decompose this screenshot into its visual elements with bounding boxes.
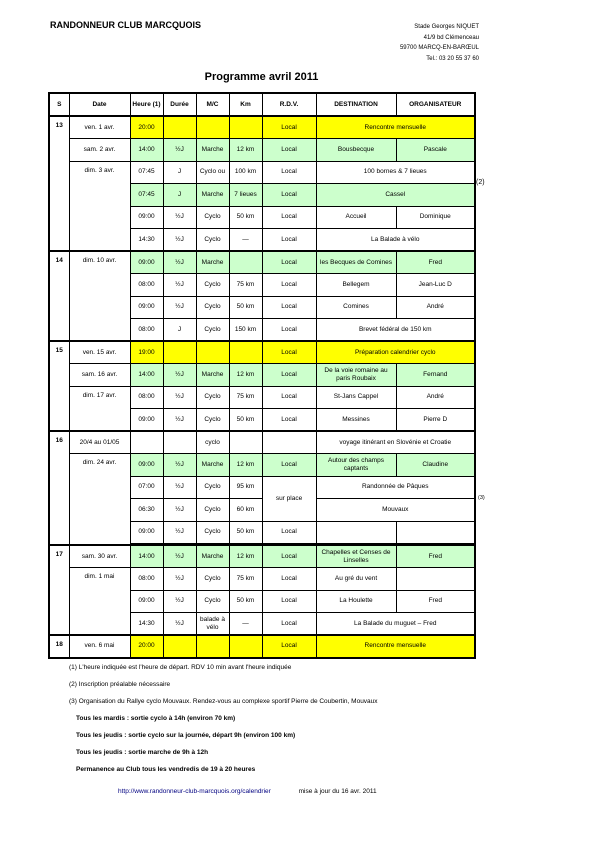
cell-organisateur: Fred: [396, 590, 475, 613]
cell-duree: ½J: [163, 364, 196, 387]
cell-organisateur: [396, 568, 475, 591]
cell-duree: [163, 431, 196, 454]
table-row: [49, 116, 475, 139]
cell-rdv: Local: [262, 341, 316, 364]
cell-km: 50 km: [229, 521, 262, 544]
cell-rdv: sur place: [262, 476, 316, 521]
club-name: RANDONNEUR CLUB MARCQUOIS: [50, 20, 201, 30]
cell-duree: ½J: [163, 521, 196, 544]
cell-duree: ½J: [163, 296, 196, 319]
cell-mc: Cyclo: [196, 590, 229, 613]
table-row: [49, 431, 475, 454]
cell-heure: 14:00: [130, 364, 163, 387]
cell-mc: Cyclo: [196, 386, 229, 409]
cell-rdv: Local: [262, 613, 316, 636]
page-title: Programme avril 2011: [204, 71, 319, 83]
week-number: 14: [49, 251, 69, 341]
cell-organisateur: Claudine: [396, 454, 475, 477]
cell-duree: ½J: [163, 251, 196, 274]
week-number: 17: [49, 545, 69, 635]
cell-organisateur: Fred: [396, 251, 475, 274]
cell-heure: 09:00: [130, 409, 163, 432]
cell-date: sam. 2 avr.: [69, 139, 130, 162]
column-header: Km: [229, 93, 262, 116]
cell-destination: Rencontre mensuelle: [316, 635, 475, 658]
cell-rdv: Local: [262, 139, 316, 162]
address-line: Stade Georges NIQUET: [414, 24, 479, 30]
cell-rdv: Local: [262, 545, 316, 568]
cell-mc: Cyclo: [196, 409, 229, 432]
cell-mc: Marche: [196, 545, 229, 568]
column-header: Durée: [163, 93, 196, 116]
cell-km: 50 km: [229, 206, 262, 229]
cell-mc: cyclo: [196, 431, 229, 454]
cell-mc: Marche: [196, 454, 229, 477]
cell-destination: Randonnée de Pâques: [316, 476, 475, 499]
cell-km: —: [229, 229, 262, 252]
cell-duree: J: [163, 161, 196, 184]
column-header: ORGANISATEUR: [396, 93, 475, 116]
cell-destination: Messines: [316, 409, 396, 432]
cell-km: [229, 431, 262, 454]
cell-rdv: Local: [262, 229, 316, 252]
cell-destination: Brevet fédéral de 150 km: [316, 319, 475, 342]
cell-organisateur: André: [396, 386, 475, 409]
cell-km: [229, 116, 262, 139]
cell-duree: ½J: [163, 139, 196, 162]
cell-destination: Cassel: [316, 184, 475, 207]
permanent-item: Tous les mardis : sortie cyclo à 14h (environ 70 km): [76, 715, 236, 722]
cell-organisateur: [396, 521, 475, 544]
cell-km: 7 lieues: [229, 184, 262, 207]
cell-km: 12 km: [229, 364, 262, 387]
cell-rdv: Local: [262, 409, 316, 432]
cell-heure: 08:00: [130, 319, 163, 342]
address-line: 59700 MARCQ-EN-BARŒUL: [399, 45, 479, 51]
cell-mc: Cyclo: [196, 499, 229, 522]
table-row: [49, 545, 475, 568]
cell-rdv: Local: [262, 386, 316, 409]
column-header: Heure (1): [130, 93, 163, 116]
cell-heure: [130, 431, 163, 454]
table-row: [49, 386, 475, 409]
side-note-3: (3): [478, 495, 485, 501]
club-address: [400, 22, 479, 64]
cell-mc: Cyclo: [196, 521, 229, 544]
cell-date: 20/4 au 01/05: [69, 431, 130, 454]
footer: [118, 788, 377, 795]
cell-duree: ½J: [163, 274, 196, 297]
cell-destination: Bellegem: [316, 274, 396, 297]
cell-rdv: [262, 431, 316, 454]
week-number: 18: [49, 635, 69, 658]
cell-km: [229, 251, 262, 274]
cell-destination: 100 bornes & 7 lieues: [316, 161, 475, 184]
cell-heure: 09:00: [130, 206, 163, 229]
cell-destination: Au gré du vent: [316, 568, 396, 591]
cell-destination: Accueil: [316, 206, 396, 229]
column-header: R.D.V.: [262, 93, 316, 116]
week-number: 15: [49, 341, 69, 431]
cell-duree: ½J: [163, 499, 196, 522]
cell-date: dim. 3 avr.: [69, 161, 130, 251]
table-row: [49, 139, 475, 162]
cell-destination: De la voie romaine au paris Roubaix: [316, 364, 396, 387]
cell-organisateur: Pascale: [396, 139, 475, 162]
permanent-item: Permanence au Club tous les vendredis de 19 à 20 heures: [76, 766, 256, 773]
cell-organisateur: Jean-Luc D: [396, 274, 475, 297]
cell-rdv: Local: [262, 590, 316, 613]
cell-organisateur: André: [396, 296, 475, 319]
table-row: [49, 161, 475, 184]
cell-mc: [196, 635, 229, 658]
cell-duree: ½J: [163, 568, 196, 591]
week-number: 16: [49, 431, 69, 545]
cell-mc: balade à vélo: [196, 613, 229, 636]
cell-heure: 20:00: [130, 635, 163, 658]
cell-km: 75 km: [229, 274, 262, 297]
cell-destination: Rencontre mensuelle: [316, 116, 475, 139]
cell-destination: [316, 521, 396, 544]
permanent-item: Tous les jeudis : sortie marche de 9h à 12h: [76, 749, 209, 756]
cell-destination: Autour des champs captants: [316, 454, 396, 477]
cell-mc: Marche: [196, 251, 229, 274]
address-line: Tel.: 03 20 55 37 60: [426, 55, 479, 62]
footnote: (1) L'heure indiquée est l'heure de départ. RDV 10 min avant l'heure indiquée: [69, 664, 292, 671]
cell-date: ven. 1 avr.: [69, 116, 130, 139]
table-row: [49, 364, 475, 387]
address-line: 41/9 bd Clémenceau: [423, 34, 479, 41]
table-header-row: [49, 93, 475, 116]
cell-mc: Cyclo: [196, 568, 229, 591]
cell-date: ven. 6 mai: [69, 635, 130, 658]
cell-duree: ½J: [163, 206, 196, 229]
cell-mc: Cyclo: [196, 229, 229, 252]
cell-rdv: Local: [262, 274, 316, 297]
cell-duree: ½J: [163, 386, 196, 409]
cell-heure: 09:00: [130, 251, 163, 274]
cell-rdv: Local: [262, 319, 316, 342]
cell-duree: J: [163, 319, 196, 342]
side-note-2: (2): [476, 179, 485, 186]
cell-rdv: Local: [262, 364, 316, 387]
cell-duree: ½J: [163, 409, 196, 432]
cell-mc: Marche: [196, 184, 229, 207]
footnote: (2) Inscription préalable nécessaire: [69, 681, 171, 688]
column-header: S: [49, 93, 69, 116]
cell-mc: [196, 341, 229, 364]
cell-rdv: Local: [262, 184, 316, 207]
cell-organisateur: Pierre D: [396, 409, 475, 432]
cell-rdv: Local: [262, 116, 316, 139]
cell-duree: ½J: [163, 229, 196, 252]
cell-destination: Chapelles et Censes de Linselles: [316, 545, 396, 568]
cell-km: 50 km: [229, 296, 262, 319]
cell-destination: Bousbecque: [316, 139, 396, 162]
column-header: Date: [69, 93, 130, 116]
cell-km: 60 km: [229, 499, 262, 522]
cell-rdv: Local: [262, 454, 316, 477]
cell-date: dim. 24 avr.: [69, 454, 130, 546]
cell-heure: 07:45: [130, 161, 163, 184]
cell-km: 150 km: [229, 319, 262, 342]
cell-date: sam. 30 avr.: [69, 545, 130, 568]
cell-km: 12 km: [229, 139, 262, 162]
table-row: [49, 251, 475, 274]
cell-km: 12 km: [229, 545, 262, 568]
cell-rdv: Local: [262, 251, 316, 274]
cell-destination: La Houlette: [316, 590, 396, 613]
table-row: [49, 635, 475, 658]
cell-mc: Cyclo: [196, 206, 229, 229]
calendar-link[interactable]: http://www.randonneur-club-marcquois.org/calendrier: [118, 788, 271, 795]
cell-destination: St-Jans Cappel: [316, 386, 396, 409]
cell-duree: ½J: [163, 590, 196, 613]
cell-duree: [163, 341, 196, 364]
cell-heure: 09:00: [130, 296, 163, 319]
permanent-item: Tous les jeudis : sortie cyclo sur la journée, départ 9h (environ 100 km): [76, 732, 296, 739]
cell-rdv: Local: [262, 635, 316, 658]
cell-heure: 06:30: [130, 499, 163, 522]
table-row: [49, 341, 475, 364]
cell-heure: 08:00: [130, 568, 163, 591]
table-row: [49, 454, 475, 477]
cell-rdv: Local: [262, 296, 316, 319]
cell-heure: 19:00: [130, 341, 163, 364]
cell-organisateur: Fernand: [396, 364, 475, 387]
cell-km: [229, 341, 262, 364]
cell-km: [229, 635, 262, 658]
cell-date: dim. 1 mai: [69, 568, 130, 636]
cell-mc: Cyclo: [196, 476, 229, 499]
cell-mc: Marche: [196, 364, 229, 387]
cell-heure: 14:00: [130, 139, 163, 162]
cell-organisateur: Dominique: [396, 206, 475, 229]
program-table: [48, 92, 475, 659]
cell-heure: 09:00: [130, 590, 163, 613]
cell-duree: ½J: [163, 454, 196, 477]
cell-destination: La Balade à vélo: [316, 229, 475, 252]
cell-mc: Cyclo: [196, 274, 229, 297]
cell-mc: Cyclo: [196, 296, 229, 319]
cell-heure: 09:00: [130, 454, 163, 477]
cell-rdv: Local: [262, 161, 316, 184]
cell-rdv: Local: [262, 206, 316, 229]
cell-heure: 14:30: [130, 613, 163, 636]
cell-heure: 09:00: [130, 521, 163, 544]
cell-duree: ½J: [163, 545, 196, 568]
cell-organisateur: Fred: [396, 545, 475, 568]
column-header: DESTINATION: [316, 93, 396, 116]
cell-heure: 07:45: [130, 184, 163, 207]
cell-km: 95 km: [229, 476, 262, 499]
cell-destination: Comines: [316, 296, 396, 319]
cell-date: sam. 16 avr.: [69, 364, 130, 387]
cell-destination: Mouvaux: [316, 499, 475, 522]
cell-km: —: [229, 613, 262, 636]
cell-destination: les Becques de Comines: [316, 251, 396, 274]
table-row: [49, 568, 475, 591]
permanent-activities: [76, 715, 295, 783]
week-number: 13: [49, 116, 69, 251]
cell-heure: 20:00: [130, 116, 163, 139]
cell-heure: 14:00: [130, 545, 163, 568]
cell-km: 75 km: [229, 568, 262, 591]
cell-mc: Marche: [196, 139, 229, 162]
cell-km: 12 km: [229, 454, 262, 477]
cell-duree: [163, 635, 196, 658]
cell-date: dim. 17 avr.: [69, 386, 130, 431]
cell-rdv: Local: [262, 521, 316, 544]
cell-mc: Cyclo: [196, 319, 229, 342]
cell-heure: 07:00: [130, 476, 163, 499]
cell-heure: 08:00: [130, 386, 163, 409]
cell-duree: ½J: [163, 476, 196, 499]
cell-mc: Cyclo ou: [196, 161, 229, 184]
cell-date: ven. 15 avr.: [69, 341, 130, 364]
cell-km: 50 km: [229, 409, 262, 432]
cell-heure: 08:00: [130, 274, 163, 297]
footnotes: [69, 664, 378, 715]
cell-duree: ½J: [163, 613, 196, 636]
cell-duree: J: [163, 184, 196, 207]
cell-rdv: Local: [262, 568, 316, 591]
footnote: (3) Organisation du Rallye cyclo Mouvaux. Rendez-vous au complexe sportif Pierre de Coubertin, Mouvaux: [69, 698, 378, 705]
column-header: M/C: [196, 93, 229, 116]
cell-mc: [196, 116, 229, 139]
cell-date: dim. 10 avr.: [69, 251, 130, 341]
cell-destination: La Balade du muguet – Fred: [316, 613, 475, 636]
cell-duree: [163, 116, 196, 139]
cell-destination: Préparation calendrier cyclo: [316, 341, 475, 364]
cell-km: 100 km: [229, 161, 262, 184]
cell-destination: voyage itinérant en Slovénie et Croatie: [316, 431, 475, 454]
cell-km: 75 km: [229, 386, 262, 409]
program-body: [49, 116, 475, 658]
cell-heure: 14:30: [130, 229, 163, 252]
cell-km: 50 km: [229, 590, 262, 613]
update-date: mise à jour du 16 avr. 2011: [298, 788, 377, 795]
